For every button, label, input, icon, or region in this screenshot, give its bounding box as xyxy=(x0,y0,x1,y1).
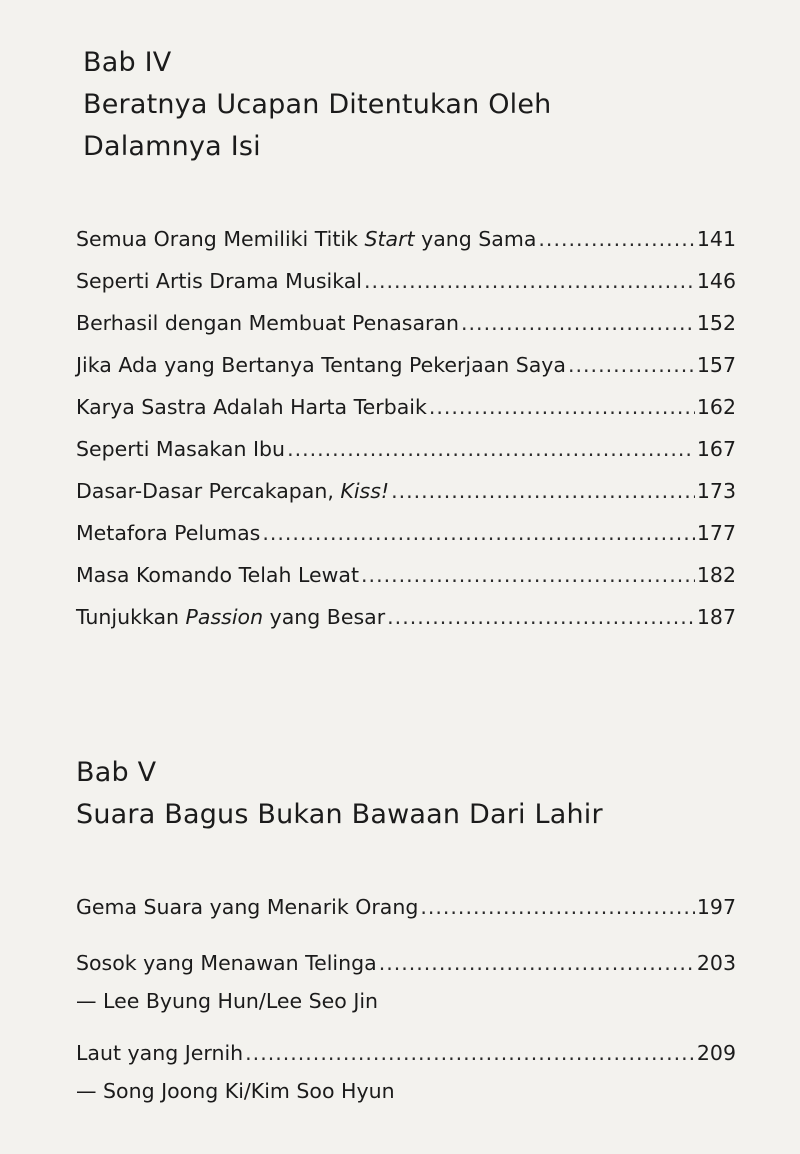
toc-entry-page: 162 xyxy=(696,395,736,419)
chapter-4-toc xyxy=(76,218,736,638)
toc-entry-page: 182 xyxy=(696,563,736,587)
toc-entry[interactable] xyxy=(76,344,736,386)
toc-entry-title: Masa Komando Telah Lewat xyxy=(76,563,360,587)
toc-entry-title: Semua Orang Memiliki Titik Start yang Sama xyxy=(76,227,537,251)
chapter-4-title-line-1: Beratnya Ucapan Ditentukan Oleh xyxy=(83,89,552,120)
toc-entry[interactable] xyxy=(76,1032,736,1074)
toc-entry-page: 203 xyxy=(696,951,736,975)
chapter-4-title-line-2: Dalamnya Isi xyxy=(83,131,261,162)
toc-entry-page: 209 xyxy=(696,1041,736,1065)
toc-entry-page: 177 xyxy=(696,521,736,545)
toc-entry-title: Karya Sastra Adalah Harta Terbaik xyxy=(76,395,427,419)
toc-entry-page: 167 xyxy=(696,437,736,461)
toc-entry[interactable] xyxy=(76,512,736,554)
chapter-5-toc xyxy=(76,886,736,1122)
toc-entry[interactable] xyxy=(76,260,736,302)
dot-leader xyxy=(538,218,694,260)
dot-leader xyxy=(262,512,695,554)
chapter-5-heading xyxy=(76,752,603,836)
dot-leader xyxy=(387,596,695,638)
toc-entry[interactable] xyxy=(76,218,736,260)
toc-entry[interactable] xyxy=(76,596,736,638)
toc-entry-page: 157 xyxy=(696,353,736,377)
toc-entry-title: Seperti Masakan Ibu xyxy=(76,437,286,461)
toc-entry-title: Laut yang Jernih xyxy=(76,1041,244,1065)
dot-leader xyxy=(379,942,695,984)
toc-entry-page: 141 xyxy=(696,227,736,251)
chapter-5-label: Bab V xyxy=(76,757,157,788)
toc-entry-subtitle: — Lee Byung Hun/Lee Seo Jin xyxy=(76,989,379,1013)
dot-leader xyxy=(429,386,695,428)
dot-leader xyxy=(391,470,695,512)
dot-leader xyxy=(361,554,695,596)
toc-entry[interactable] xyxy=(76,470,736,512)
toc-entry[interactable] xyxy=(76,386,736,428)
dot-leader xyxy=(287,428,695,470)
toc-entry-page: 152 xyxy=(696,311,736,335)
dot-leader xyxy=(420,886,695,928)
toc-entry-page: 173 xyxy=(696,479,736,503)
toc-group xyxy=(76,1032,736,1108)
toc-entry-title: Dasar-Dasar Percakapan, Kiss! xyxy=(76,479,390,503)
toc-entry[interactable] xyxy=(76,886,736,928)
toc-entry-title: Berhasil dengan Membuat Penasaran xyxy=(76,311,460,335)
toc-entry[interactable] xyxy=(76,428,736,470)
toc-entry-title: Tunjukkan Passion yang Besar xyxy=(76,605,386,629)
toc-group xyxy=(76,886,736,928)
dot-leader xyxy=(245,1032,695,1074)
chapter-5-title-line-1: Suara Bagus Bukan Bawaan Dari Lahir xyxy=(76,799,603,830)
toc-group xyxy=(76,942,736,1018)
toc-entry-page: 146 xyxy=(696,269,736,293)
toc-entry-page: 187 xyxy=(696,605,736,629)
toc-entry-page: 197 xyxy=(696,895,736,919)
toc-entry-title: Sosok yang Menawan Telinga xyxy=(76,951,377,975)
chapter-4-heading xyxy=(83,42,552,168)
dot-leader xyxy=(568,344,695,386)
toc-entry[interactable] xyxy=(76,302,736,344)
dot-leader xyxy=(461,302,695,344)
toc-entry-title: Metafora Pelumas xyxy=(76,521,261,545)
dot-leader xyxy=(364,260,695,302)
toc-entry[interactable] xyxy=(76,942,736,984)
toc-entry-title: Seperti Artis Drama Musikal xyxy=(76,269,362,293)
toc-entry-title: Jika Ada yang Bertanya Tentang Pekerjaan Saya xyxy=(76,353,566,377)
toc-entry[interactable] xyxy=(76,554,736,596)
toc-entry-title: Gema Suara yang Menarik Orang xyxy=(76,895,419,919)
chapter-4-label: Bab IV xyxy=(83,47,172,78)
toc-entry-subtitle: — Song Joong Ki/Kim Soo Hyun xyxy=(76,1079,395,1103)
